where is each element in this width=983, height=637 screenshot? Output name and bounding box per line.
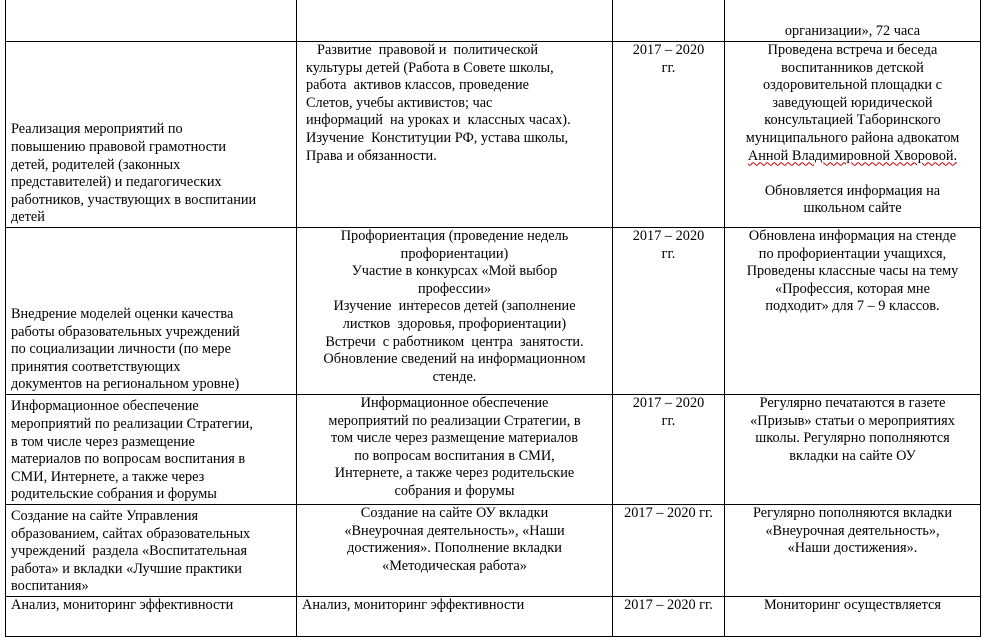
table-row <box>6 0 981 42</box>
cell-line: Анной Владимировной Хворовой. <box>747 147 958 164</box>
cell-line: воспитанников детской <box>781 59 924 76</box>
activity-cell <box>297 42 613 228</box>
cell-line: работников, участвующих в воспитании <box>11 191 257 208</box>
table-row <box>6 505 981 597</box>
cell-line: организации», 72 часа <box>784 23 921 40</box>
cell-line: в том числе через размещение <box>11 433 195 450</box>
period-cell <box>613 505 725 597</box>
cell-line: вкладки на сайте ОУ <box>789 447 916 464</box>
cell-line: по профориентации учащихся, <box>758 245 947 262</box>
cell-line: по вопросам воспитания в СМИ, <box>354 447 555 464</box>
cell-line: «Наши достижения». <box>787 540 918 557</box>
activity-cell <box>297 395 613 505</box>
cell-line: достижения». Пополнение вкладки <box>347 540 562 557</box>
cell-line: 2017 – 2020 гг. <box>624 597 713 613</box>
cell-line: Слетов, учебы активистов; час <box>306 94 493 111</box>
result-cell <box>725 505 981 597</box>
activity-cell <box>297 597 613 637</box>
cell-line: гг. <box>661 412 676 429</box>
period-cell <box>613 228 725 395</box>
cell-line: оздоровительной площадки с <box>762 77 942 94</box>
cell-line: повышению правовой грамотности <box>11 139 227 156</box>
cell-line: работа» и вкладки «Лучшие практики <box>11 560 242 577</box>
table-row <box>6 597 981 637</box>
cell-line: 2017 – 2020 <box>632 395 705 411</box>
cell-line: образованием, сайтах образовательных <box>11 525 251 542</box>
cell-line: культуры детей (Работа в Совете школы, <box>306 59 554 76</box>
cell-line: Развитие правовой и политической <box>317 42 539 58</box>
cell-line: школы. Регулярно пополняются <box>755 430 950 447</box>
cell-line: гг. <box>661 59 676 76</box>
cell-line: СМИ, Интернете, а также через <box>11 468 205 485</box>
cell-line: Обновляется информация на <box>764 182 941 199</box>
cell-line: информаций на уроках и классных часах). <box>306 112 571 129</box>
cell-line: Проведена встреча и беседа <box>767 42 938 58</box>
cell-line: Регулярно пополняются вкладки <box>753 505 952 521</box>
cell-line: 2017 – 2020 гг. <box>624 505 713 521</box>
cell-line: «Внеурочная деятельность», <box>765 522 940 539</box>
period-cell <box>613 597 725 637</box>
cell-line: принятия соответствующих <box>11 358 181 375</box>
cell-line: мероприятий по реализации Стратегии, <box>11 416 253 433</box>
cell-line: Регулярно печатаются в газете <box>759 395 946 411</box>
measure-cell <box>6 228 297 395</box>
cell-line: подходит» для 7 – 9 классов. <box>765 298 940 315</box>
table-row <box>6 395 981 505</box>
cell-line: Анализ, мониторинг эффективности <box>302 597 525 613</box>
measure-cell <box>6 505 297 597</box>
cell-line: «Призыв» статьи о мероприятиях <box>750 412 955 429</box>
cell-line: учреждений раздела «Воспитательная <box>11 543 248 560</box>
cell-line: Реализация мероприятий по <box>11 121 183 138</box>
cell-line: воспитания» <box>11 578 89 595</box>
cell-line: профориентации) <box>400 245 509 262</box>
cell-line: «Профессия, которая мне <box>775 280 930 297</box>
cell-line: Интернете, а также через родительские <box>334 465 575 482</box>
cell-line: родительские собрания и форумы <box>11 486 217 503</box>
cell-line: Мониторинг осуществляется <box>764 597 941 613</box>
result-cell <box>725 42 981 228</box>
result-cell <box>725 0 981 42</box>
table-row <box>6 228 981 395</box>
cell-line: заведующей юридической <box>772 94 933 111</box>
table-row <box>6 42 981 228</box>
cell-line: детей <box>11 209 45 226</box>
cell-line: работы образовательных учреждений <box>11 323 240 340</box>
cell-line: Изучение интересов детей (заполнение <box>333 298 576 315</box>
cell-line: Профориентация (проведение недель <box>340 228 569 244</box>
cell-line: материалов по вопросам воспитания в <box>11 451 246 468</box>
strategy-table <box>5 0 981 637</box>
cell-line: Обновление сведений на информационном <box>323 351 586 368</box>
measure-cell <box>6 42 297 228</box>
cell-line: Права и обязанности. <box>306 147 437 164</box>
cell-line: представителей) и педагогических <box>11 174 222 191</box>
result-cell <box>725 597 981 637</box>
cell-line: по социализации личности (по мере <box>11 341 231 358</box>
cell-line: гг. <box>661 245 676 262</box>
activity-cell <box>297 0 613 42</box>
cell-line: Обновлена информация на стенде <box>748 228 957 244</box>
cell-line: Участие в конкурсах «Мой выбор <box>351 263 558 280</box>
result-cell <box>725 228 981 395</box>
cell-line: Создание на сайте Управления <box>11 508 199 525</box>
period-cell <box>613 42 725 228</box>
cell-line: детей, родителей (законных <box>11 156 181 173</box>
cell-line: консультацией Таборинского <box>764 112 941 129</box>
result-cell <box>725 395 981 505</box>
cell-line: мероприятий по реализации Стратегии, в <box>328 412 581 429</box>
cell-line: «Методическая работа» <box>382 557 527 574</box>
cell-line: школьном сайте <box>803 200 902 217</box>
cell-line: стенде. <box>432 368 477 385</box>
activity-cell <box>297 505 613 597</box>
cell-line: 2017 – 2020 <box>632 42 705 58</box>
cell-line: документов на региональном уровне) <box>11 376 240 393</box>
cell-line: Информационное обеспечение <box>360 395 549 411</box>
cell-line: профессии» <box>417 280 492 297</box>
cell-line: листков здоровья, профориентации) <box>342 315 567 332</box>
cell-line: работа активов классов, проведение <box>306 77 529 94</box>
cell-line: Встречи с работником центра занятости. <box>325 333 584 350</box>
measure-cell <box>6 597 297 637</box>
cell-line: «Внеурочная деятельность», «Наши <box>344 522 565 539</box>
cell-line: Проведены классные часы на тему <box>746 263 959 280</box>
period-cell <box>613 0 725 42</box>
measure-cell <box>6 0 297 42</box>
measure-cell <box>6 395 297 505</box>
cell-line: Создание на сайте ОУ вкладки <box>360 505 549 521</box>
cell-line: 2017 – 2020 <box>632 228 705 244</box>
cell-line: Внедрение моделей оценки качества <box>11 306 234 323</box>
cell-line: том числе через размещение материалов <box>331 430 578 447</box>
period-cell <box>613 395 725 505</box>
cell-line: собрания и форумы <box>394 482 515 499</box>
cell-line: Анализ, мониторинг эффективности <box>11 597 234 613</box>
cell-line: Изучение Конституции РФ, устава школы, <box>306 129 569 146</box>
cell-line: муниципального района адвокатом <box>745 129 960 146</box>
activity-cell <box>297 228 613 395</box>
cell-line: Информационное обеспечение <box>11 398 199 415</box>
